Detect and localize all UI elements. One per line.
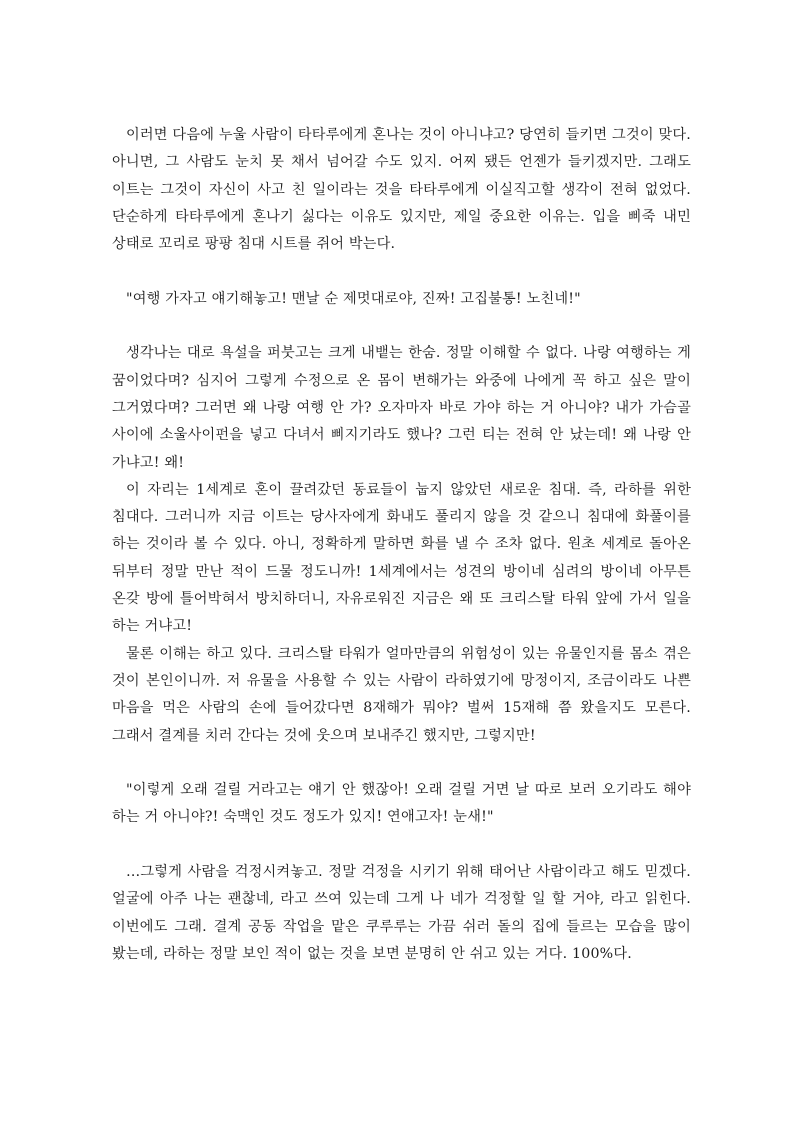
dialogue-2: "이렇게 오래 걸릴 거라고는 얘기 안 했잖아! 오래 걸릴 거면 날 따로 보러 오기라도 해야 하는 거 아니야?! 숙맥인 것도 정도가 있지! 연애고자! 눈새!" [112,782,691,826]
paragraph-gap [112,750,691,777]
paragraph-gap [112,832,691,859]
paragraph-4: 물론 이해는 하고 있다. 크리스탈 타워가 얼마만큼의 위험성이 있는 유물인지를 몸소 겪은 것이 본인이니까. 저 유물을 사용할 수 있는 사람이 라하였기에 망정이지, 조금이라도 나쁜 마음을 먹은 사람의 손에 들어갔다면 8재해가 뭐야? 벌써 15재해 쯤 왔을지도 모른다. 그래서 결계를 치러 간다는 것에 웃으며 보내주긴 했지만, 그렇지만! [112,645,691,744]
document-body [112,122,691,968]
paragraph-2: 생각나는 대로 욕설을 퍼붓고는 크게 내뱉는 한숨. 정말 이해할 수 없다. 나랑 여행하는 게 꿈이었다며? 심지어 그렇게 수정으로 온 몸이 변해가는 와중에 나에게 꼭 하고 싶은 말이 그거였다며? 그러면 왜 나랑 여행 안 가? 오자마자 바로 가야 하는 거 아니야? 내가 가슴골 사이에 소울사이펀을 넣고 다녀서 삐지기라도 했나? 그런 티는 전혀 안 났는데! 왜 나랑 안 가냐고! 왜! [112,345,691,471]
paragraph-gap [112,258,691,285]
paragraph-5: …그렇게 사람을 걱정시켜놓고. 정말 걱정을 시키기 위해 태어난 사람이라고 해도 믿겠다. 얼굴에 아주 나는 괜찮네, 라고 쓰여 있는데 그게 나 네가 걱정할 일 할 거야, 라고 읽힌다. 이번에도 그래. 결계 공동 작업을 맡은 쿠루루는 가끔 쉬러 돌의 집에 들르는 모습을 많이 봤는데, 라하는 정말 보인 적이 없는 것을 보면 분명히 안 쉬고 있는 거다. 100%다. [112,864,691,962]
dialogue-1: "여행 가자고 얘기해놓고! 맨날 순 제멋대로야, 진짜! 고집불통! 노친네!" [126,290,581,307]
paragraph-1: 이러면 다음에 누울 사람이 타타루에게 혼나는 것이 아니냐고? 당연히 들키면 그것이 맞다. 아니면, 그 사람도 눈치 못 채서 넘어갈 수도 있지. 어찌 됐든 언젠가 들키겠지만. 그래도 이트는 그것이 자신이 사고 친 일이라는 것을 타타루에게 이실직고할 생각이 전혀 없었다. 단순하게 타타루에게 혼나기 싫다는 이유도 있지만, 제일 중요한 이유는. 입을 삐죽 내민 상태로 꼬리로 팡팡 침대 시트를 쥐어 박는다. [112,127,691,253]
paragraph-gap [112,313,691,340]
paragraph-3: 이 자리는 1세계로 혼이 끌려갔던 동료들이 눕지 않았던 새로운 침대. 즉, 라하를 위한 침대다. 그러니까 지금 이트는 당사자에게 화내도 풀리지 않을 것 같으니 침대에 화풀이를 하는 것이라 볼 수 있다. 아니, 정확하게 말하면 화를 낼 수 조차 없다. 원초 세계로 돌아온 뒤부터 정말 만난 적이 드물 정도니까! 1세계에서는 성견의 방이네 심려의 방이네 아무튼 온갖 방에 틀어박혀서 방치하더니, 자유로워진 지금은 왜 또 크리스탈 타워 앞에 가서 일을 하는 거냐고! [112,481,691,635]
